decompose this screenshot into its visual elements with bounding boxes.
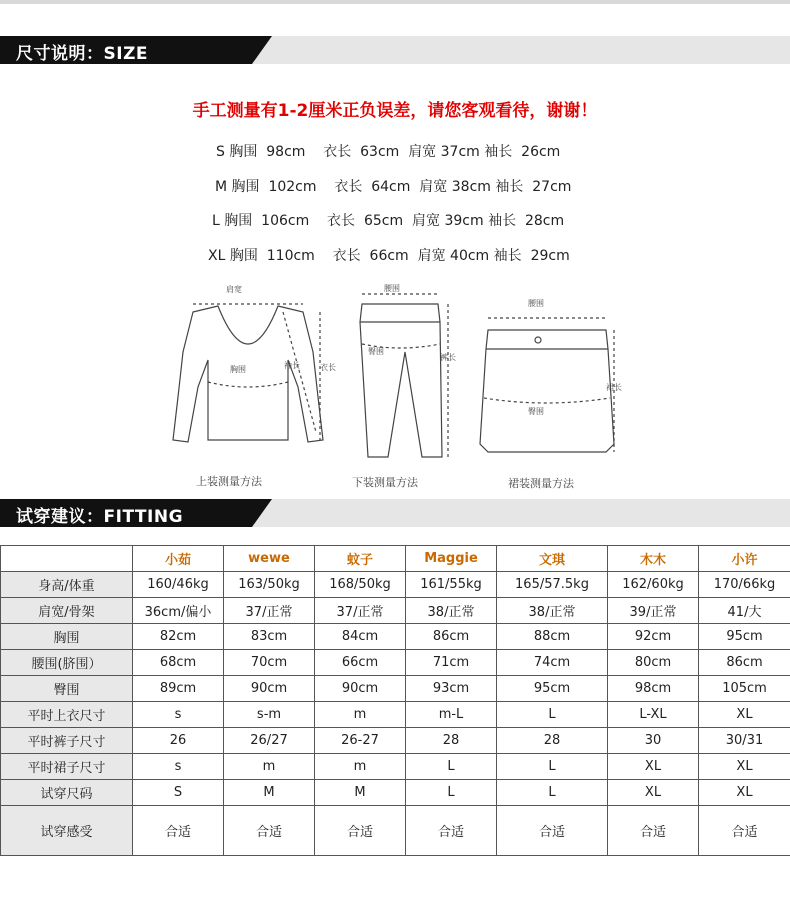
sleeve-label: 袖长 <box>484 144 513 160</box>
sleeve-label: 袖长 <box>488 213 517 229</box>
size-row-s <box>216 141 560 161</box>
row-label: 平时裙子尺寸 <box>1 754 133 780</box>
skirt-diagram-caption: 裙装测量方法 <box>508 477 574 490</box>
chest-value: 98cm <box>266 144 306 160</box>
length-label: 衣长 <box>334 179 363 195</box>
table-cell: M <box>315 780 406 806</box>
corner-cell <box>1 546 133 572</box>
length-label: 衣长 <box>323 144 352 160</box>
table-cell: 83cm <box>224 624 315 650</box>
table-cell: 26 <box>133 728 224 754</box>
length-value: 66cm <box>369 248 409 264</box>
table-cell: L <box>406 754 497 780</box>
pants-diagram-caption: 下装测量方法 <box>352 476 418 489</box>
sleeve-value: 26cm <box>521 144 561 160</box>
table-cell: 37/正常 <box>315 598 406 624</box>
table-row <box>1 702 790 728</box>
row-label: 平时裤子尺寸 <box>1 728 133 754</box>
top-sleeve-label: 袖长 <box>284 361 300 370</box>
length-value: 64cm <box>371 179 411 195</box>
pants-hip-label: 臀围 <box>368 347 384 356</box>
table-cell: 160/46kg <box>133 572 224 598</box>
model-name: Maggie <box>406 546 497 572</box>
length-label: 衣长 <box>332 248 361 264</box>
chest-label: 胸围 <box>229 144 258 160</box>
row-label: 胸围 <box>1 624 133 650</box>
fitting-section-title: 试穿建议：FITTING <box>16 507 184 527</box>
table-cell: 86cm <box>699 650 790 676</box>
pants-waist-label: 腰围 <box>384 284 400 293</box>
model-header-row <box>1 546 790 572</box>
size-code: L <box>212 213 220 229</box>
size-section-header <box>0 36 790 64</box>
table-cell: 74cm <box>497 650 608 676</box>
shoulder-label: 肩宽 <box>417 248 446 264</box>
skirt-length-label: 裙长 <box>606 383 622 392</box>
row-label: 试穿感受 <box>1 806 133 856</box>
size-code: S <box>216 144 225 160</box>
sleeve-value: 28cm <box>524 213 565 229</box>
size-code: XL <box>208 248 226 264</box>
size-row-xl <box>208 245 570 265</box>
table-cell: 38/正常 <box>497 598 608 624</box>
length-label: 衣长 <box>327 213 356 229</box>
shoulder-value: 37cm <box>440 144 480 160</box>
table-cell: 80cm <box>608 650 699 676</box>
table-row <box>1 676 790 702</box>
table-cell: 105cm <box>699 676 790 702</box>
table-cell: 161/55kg <box>406 572 497 598</box>
table-cell: 66cm <box>315 650 406 676</box>
shoulder-label: 肩宽 <box>412 213 441 229</box>
table-cell: XL <box>608 780 699 806</box>
shoulder-label: 肩宽 <box>419 179 448 195</box>
sleeve-value: 29cm <box>530 248 570 264</box>
row-label: 肩宽/骨架 <box>1 598 133 624</box>
table-cell: m <box>315 754 406 780</box>
table-cell: 28 <box>406 728 497 754</box>
top-chest-label: 胸围 <box>230 365 246 374</box>
table-cell: 71cm <box>406 650 497 676</box>
shoulder-label: 肩宽 <box>408 144 437 160</box>
table-cell: 26/27 <box>224 728 315 754</box>
table-cell: XL <box>608 754 699 780</box>
table-cell: 163/50kg <box>224 572 315 598</box>
table-row <box>1 624 790 650</box>
table-row <box>1 572 790 598</box>
table-cell: 合适 <box>699 806 790 856</box>
size-section-title: 尺寸说明：SIZE <box>16 44 149 64</box>
table-row <box>1 650 790 676</box>
pants-length-label: 裤长 <box>440 353 456 362</box>
top-shoulder-label: 肩宽 <box>226 285 242 294</box>
table-cell: 合适 <box>608 806 699 856</box>
measurement-notice: 手工测量有1-2厘米正负误差，请您客观看待，谢谢！ <box>192 101 598 121</box>
table-row <box>1 754 790 780</box>
table-cell: XL <box>699 780 790 806</box>
top-length-label: 衣长 <box>320 363 336 372</box>
table-cell: 合适 <box>315 806 406 856</box>
skirt-hip-label: 臀围 <box>528 407 544 416</box>
table-cell: 37/正常 <box>224 598 315 624</box>
top-divider <box>0 0 790 4</box>
sleeve-value: 27cm <box>532 179 572 195</box>
table-cell: 92cm <box>608 624 699 650</box>
table-cell: s <box>133 754 224 780</box>
model-name: 小茹 <box>133 546 224 572</box>
table-cell: 86cm <box>406 624 497 650</box>
model-name: 小许 <box>699 546 790 572</box>
table-cell: 合适 <box>497 806 608 856</box>
table-cell: m <box>315 702 406 728</box>
table-cell: 30/31 <box>699 728 790 754</box>
table-cell: L <box>497 780 608 806</box>
table-cell: 36cm/偏小 <box>133 598 224 624</box>
table-row <box>1 728 790 754</box>
skirt-waist-label: 腰围 <box>528 299 544 308</box>
table-cell: 41/大 <box>699 598 790 624</box>
sleeve-label: 袖长 <box>495 179 524 195</box>
table-cell: L <box>406 780 497 806</box>
length-value: 63cm <box>360 144 400 160</box>
top-measure-diagram <box>148 282 348 452</box>
table-cell: 68cm <box>133 650 224 676</box>
size-row-l <box>212 210 564 230</box>
table-cell: 95cm <box>497 676 608 702</box>
table-cell: M <box>224 780 315 806</box>
row-label: 臀围 <box>1 676 133 702</box>
chest-label: 胸围 <box>229 248 258 264</box>
table-cell: m <box>224 754 315 780</box>
table-row <box>1 598 790 624</box>
table-cell: XL <box>699 754 790 780</box>
skirt-measure-diagram <box>476 294 636 464</box>
table-cell: 39/正常 <box>608 598 699 624</box>
size-code: M <box>215 179 228 195</box>
model-name: 木木 <box>608 546 699 572</box>
sleeve-label: 袖长 <box>493 248 522 264</box>
chest-value: 102cm <box>268 179 317 195</box>
table-cell: 合适 <box>133 806 224 856</box>
table-cell: 38/正常 <box>406 598 497 624</box>
table-cell: 90cm <box>315 676 406 702</box>
chest-value: 110cm <box>266 248 315 264</box>
length-value: 65cm <box>363 213 404 229</box>
top-diagram-caption: 上装测量方法 <box>196 475 262 488</box>
chest-value: 106cm <box>261 213 310 229</box>
fitting-table <box>0 545 790 856</box>
table-cell: 82cm <box>133 624 224 650</box>
table-cell: 合适 <box>406 806 497 856</box>
table-cell: 26-27 <box>315 728 406 754</box>
model-name: wewe <box>224 546 315 572</box>
row-label: 腰围(脐围） <box>1 650 133 676</box>
table-cell: 30 <box>608 728 699 754</box>
table-cell: 93cm <box>406 676 497 702</box>
table-cell: 28 <box>497 728 608 754</box>
table-cell: 90cm <box>224 676 315 702</box>
table-cell: 168/50kg <box>315 572 406 598</box>
shoulder-value: 38cm <box>451 179 491 195</box>
pants-measure-diagram <box>340 282 470 467</box>
table-row <box>1 806 790 856</box>
row-label: 身高/体重 <box>1 572 133 598</box>
shoulder-value: 40cm <box>450 248 490 264</box>
table-cell: XL <box>699 702 790 728</box>
fitting-section-header <box>0 499 790 527</box>
table-cell: 170/66kg <box>699 572 790 598</box>
table-cell: 98cm <box>608 676 699 702</box>
row-label: 平时上衣尺寸 <box>1 702 133 728</box>
table-cell: 84cm <box>315 624 406 650</box>
table-cell: L <box>497 754 608 780</box>
table-cell: s-m <box>224 702 315 728</box>
table-cell: 89cm <box>133 676 224 702</box>
model-name: 蚊子 <box>315 546 406 572</box>
chest-label: 胸围 <box>224 213 253 229</box>
table-cell: S <box>133 780 224 806</box>
size-row-m <box>215 176 571 196</box>
table-cell: 合适 <box>224 806 315 856</box>
table-cell: 165/57.5kg <box>497 572 608 598</box>
table-cell: s <box>133 702 224 728</box>
shoulder-value: 39cm <box>444 213 484 229</box>
table-cell: m-L <box>406 702 497 728</box>
table-cell: 162/60kg <box>608 572 699 598</box>
table-row <box>1 780 790 806</box>
table-cell: 95cm <box>699 624 790 650</box>
model-name: 文琪 <box>497 546 608 572</box>
table-cell: 88cm <box>497 624 608 650</box>
row-label: 试穿尺码 <box>1 780 133 806</box>
table-cell: L <box>497 702 608 728</box>
table-cell: 70cm <box>224 650 315 676</box>
chest-label: 胸围 <box>231 179 260 195</box>
table-cell: L-XL <box>608 702 699 728</box>
